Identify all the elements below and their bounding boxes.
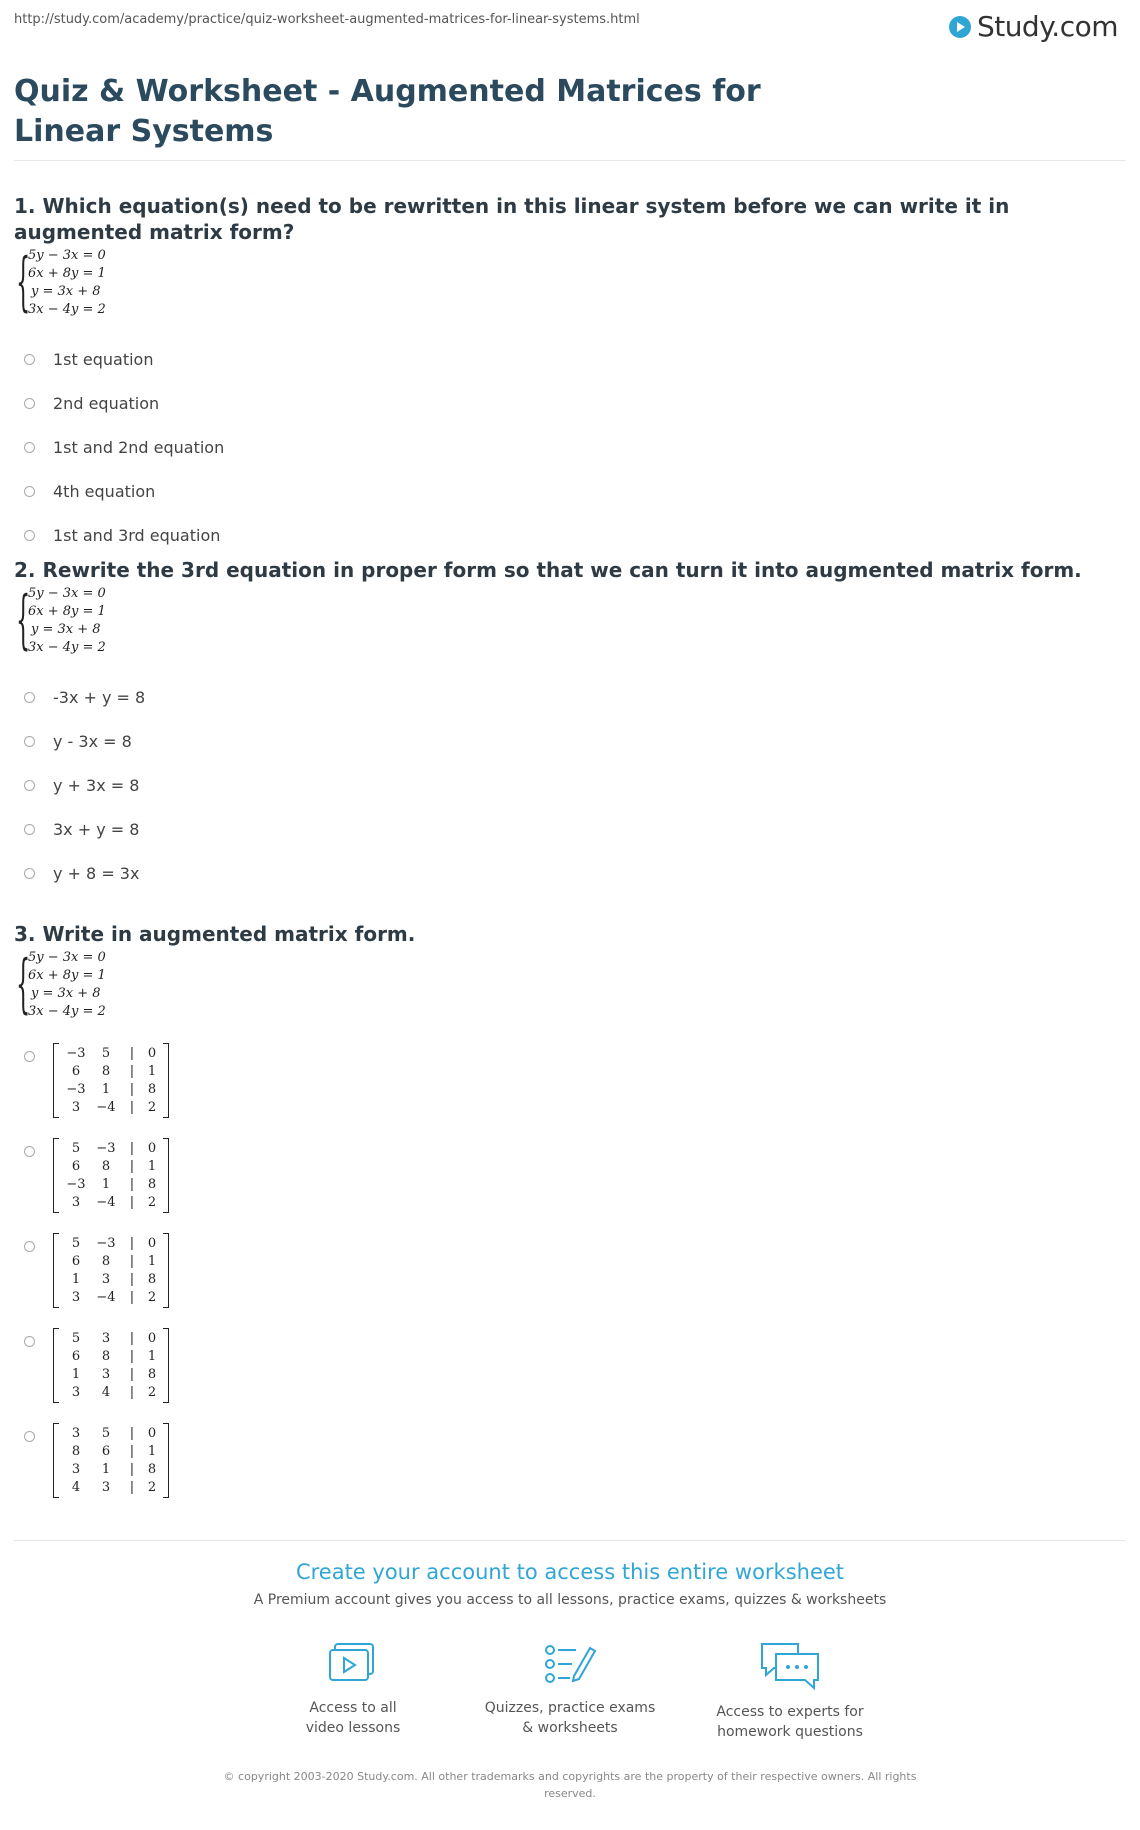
equation: 6x + 8y = 1 [28,968,106,983]
matrix-cell: 3 [71,1290,81,1305]
feature-label: video lessons [305,1720,401,1736]
matrix-cell: 8 [147,1462,157,1477]
play-circle-icon [949,16,971,38]
equation: 3x − 4y = 2 [28,1004,106,1019]
option-label: y - 3x = 8 [53,731,132,751]
matrix-cell: | [129,1254,135,1269]
radio-button[interactable] [24,398,35,409]
matrix-cell: 0 [147,1236,157,1251]
radio-button[interactable] [24,486,35,497]
matrix-cell: 2 [147,1385,157,1400]
feature-label: & worksheets [522,1720,618,1736]
equation-system [16,247,1134,319]
logo-text: Study.com [976,10,1118,43]
matrix-cell: | [129,1159,135,1174]
page-url: http://study.com/academy/practice/quiz-worksheet-augmented-matrices-for-linear-systems.html [14,12,640,27]
answer-option[interactable] [14,469,1134,513]
matrix-cell: 6 [71,1159,81,1174]
matrix-cell: | [129,1100,135,1115]
matrix-bracket-right [163,1233,169,1308]
promo-subtitle: A Premium account gives you access to all lessons, practice exams, quizzes & worksheets [253,1592,887,1608]
equation: y = 3x + 8 [31,284,101,299]
feature-video-lessons [253,1640,453,1738]
matrix-cell: 3 [101,1331,111,1346]
matrix-cell: 3 [71,1195,81,1210]
question-1 [14,193,1134,557]
matrix-cell: | [129,1462,135,1477]
matrix-cell: | [129,1177,135,1192]
option-label: 2nd equation [53,393,160,413]
promo-title[interactable]: Create your account to access this entire worksheet [295,1560,845,1584]
matrix-cell: 8 [101,1349,111,1364]
matrix-cell: 2 [147,1100,157,1115]
answer-option[interactable] [14,675,1134,719]
matrix-cell: −3 [66,1082,86,1097]
question-text: 3. Write in augmented matrix form. [14,922,416,946]
chat-bubbles-icon [758,1640,822,1692]
radio-button[interactable] [24,1241,35,1252]
matrix-cell: 1 [101,1177,111,1192]
matrix-cell: | [129,1141,135,1156]
matrix-cell: 1 [147,1159,157,1174]
brace: { [16,583,31,657]
copyright: © copyright 2003-2020 Study.com. All other trademarks and copyrights are the property of their respective owners. All rights reserved. [223,1770,917,1800]
matrix-cell: 3 [71,1385,81,1400]
radio-button[interactable] [24,1336,35,1347]
augmented-matrix [53,1043,169,1118]
feature-label: Access to all [309,1700,397,1716]
matrix-cell: 8 [147,1367,157,1382]
matrix-cell: | [129,1385,135,1400]
matrix-cell: 1 [71,1272,81,1287]
matrix-cell: 8 [101,1159,111,1174]
matrix-cell: | [129,1331,135,1346]
matrix-cell: 3 [71,1426,81,1441]
matrix-cell: 8 [147,1177,157,1192]
matrix-cell: | [129,1290,135,1305]
quiz-checklist-icon [542,1640,598,1688]
matrix-cell: 0 [147,1331,157,1346]
matrix-cell: 1 [147,1064,157,1079]
answer-option[interactable] [14,381,1134,425]
matrix-cell: 1 [147,1444,157,1459]
matrix-cell: 0 [147,1046,157,1061]
matrix-cell: 3 [71,1462,81,1477]
equation-system [16,949,1134,1021]
matrix-cell: 5 [101,1046,111,1061]
brace: { [16,245,31,319]
matrix-cell: | [129,1082,135,1097]
equation: 6x + 8y = 1 [28,604,106,619]
radio-button[interactable] [24,1146,35,1157]
matrix-cell: 2 [147,1290,157,1305]
matrix-cell: | [129,1272,135,1287]
matrix-cell: | [129,1046,135,1061]
matrix-cell: 5 [101,1426,111,1441]
answer-option[interactable] [14,1043,1134,1118]
title-divider [14,160,1126,161]
matrix-cell: 1 [71,1367,81,1382]
matrix-cell: 3 [101,1480,111,1495]
augmented-matrix [53,1423,169,1498]
brace: { [16,947,31,1021]
answer-option[interactable] [14,719,1134,763]
matrix-cell: 5 [71,1331,81,1346]
video-lessons-icon [325,1640,381,1688]
equation: y = 3x + 8 [31,622,101,637]
radio-button[interactable] [24,780,35,791]
matrix-cell: 8 [101,1254,111,1269]
answer-option[interactable] [14,337,1134,381]
answer-option[interactable] [14,513,1134,557]
matrix-cell: 5 [71,1236,81,1251]
radio-button[interactable] [24,692,35,703]
matrix-cell: 6 [101,1444,111,1459]
radio-button[interactable] [24,530,35,541]
matrix-cell: 2 [147,1195,157,1210]
equation: 3x − 4y = 2 [28,640,106,655]
matrix-cell: 1 [147,1254,157,1269]
answer-option[interactable] [14,1138,1134,1213]
radio-button[interactable] [24,442,35,453]
option-label: 1st and 2nd equation [53,437,225,457]
matrix-cell: 6 [71,1349,81,1364]
promo-divider [14,1540,1126,1541]
matrix-cell: 3 [71,1100,81,1115]
matrix-cell: 1 [101,1462,111,1477]
matrix-cell: | [129,1236,135,1251]
study-logo[interactable] [949,10,1118,43]
option-label: 1st and 3rd equation [53,525,221,545]
matrix-cell: 3 [101,1367,111,1382]
feature-label: Quizzes, practice exams [484,1700,656,1716]
equation: 5y − 3x = 0 [28,950,106,965]
radio-button[interactable] [24,824,35,835]
option-label: 1st equation [53,349,154,369]
question-3 [14,921,1134,1518]
matrix-cell: −3 [66,1177,86,1192]
answer-option[interactable] [14,1233,1134,1308]
answer-option[interactable] [14,851,1134,895]
matrix-cell: | [129,1195,135,1210]
matrix-cell: 4 [71,1480,81,1495]
option-label: y + 3x = 8 [53,775,140,795]
matrix-cell: | [129,1426,135,1441]
matrix-cell: | [129,1349,135,1364]
radio-button[interactable] [24,868,35,879]
matrix-cell: 5 [71,1141,81,1156]
option-label: 3x + y = 8 [53,819,140,839]
matrix-cell: 8 [71,1444,81,1459]
equation: 3x − 4y = 2 [28,302,106,317]
matrix-cell: −3 [66,1046,86,1061]
question-2 [14,557,1134,895]
answer-option[interactable] [14,1423,1134,1498]
radio-button[interactable] [24,1431,35,1442]
matrix-cell: | [129,1444,135,1459]
augmented-matrix [53,1328,169,1403]
matrix-bracket-right [163,1043,169,1118]
equation-system [16,585,1134,657]
option-label: 4th equation [53,481,156,501]
matrix-cell: −4 [96,1195,116,1210]
matrix-cell: 2 [147,1480,157,1495]
augmented-matrix [53,1138,169,1213]
equation: 5y − 3x = 0 [28,586,106,601]
augmented-matrix [53,1233,169,1308]
feature-quizzes [470,1640,670,1738]
option-label: y + 8 = 3x [53,863,140,883]
matrix-cell: 6 [71,1064,81,1079]
question-text: 1. Which equation(s) need to be rewritten in this linear system before we can write it in augmented matrix form? [14,194,1010,244]
matrix-cell: 8 [147,1082,157,1097]
matrix-cell: | [129,1064,135,1079]
radio-button[interactable] [24,1051,35,1062]
answer-option[interactable] [14,763,1134,807]
matrix-bracket-right [163,1423,169,1498]
radio-button[interactable] [24,736,35,747]
question-text: 2. Rewrite the 3rd equation in proper form so that we can turn it into augmented matrix form. [14,558,1082,582]
equation: y = 3x + 8 [31,986,101,1001]
matrix-cell: 0 [147,1141,157,1156]
matrix-bracket-right [163,1328,169,1403]
matrix-cell: 3 [101,1272,111,1287]
answer-option[interactable] [14,425,1134,469]
matrix-cell: 8 [101,1064,111,1079]
answer-option[interactable] [14,807,1134,851]
answer-option[interactable] [14,1328,1134,1403]
matrix-cell: 6 [71,1254,81,1269]
matrix-bracket-right [163,1138,169,1213]
option-label: -3x + y = 8 [53,687,146,707]
page-title: Quiz & Worksheet - Augmented Matrices for Linear Systems [14,74,761,149]
matrix-cell: −4 [96,1100,116,1115]
matrix-cell: −3 [96,1141,116,1156]
feature-label: Access to experts for [716,1704,864,1720]
matrix-cell: −3 [96,1236,116,1251]
matrix-cell: 1 [101,1082,111,1097]
matrix-cell: | [129,1480,135,1495]
matrix-cell: 8 [147,1272,157,1287]
equation: 6x + 8y = 1 [28,266,106,281]
equation: 5y − 3x = 0 [28,248,106,263]
matrix-cell: 4 [101,1385,111,1400]
matrix-cell: 1 [147,1349,157,1364]
matrix-cell: 0 [147,1426,157,1441]
feature-label: homework questions [717,1724,863,1740]
matrix-cell: −4 [96,1290,116,1305]
radio-button[interactable] [24,354,35,365]
feature-experts [690,1640,890,1742]
matrix-cell: | [129,1367,135,1382]
